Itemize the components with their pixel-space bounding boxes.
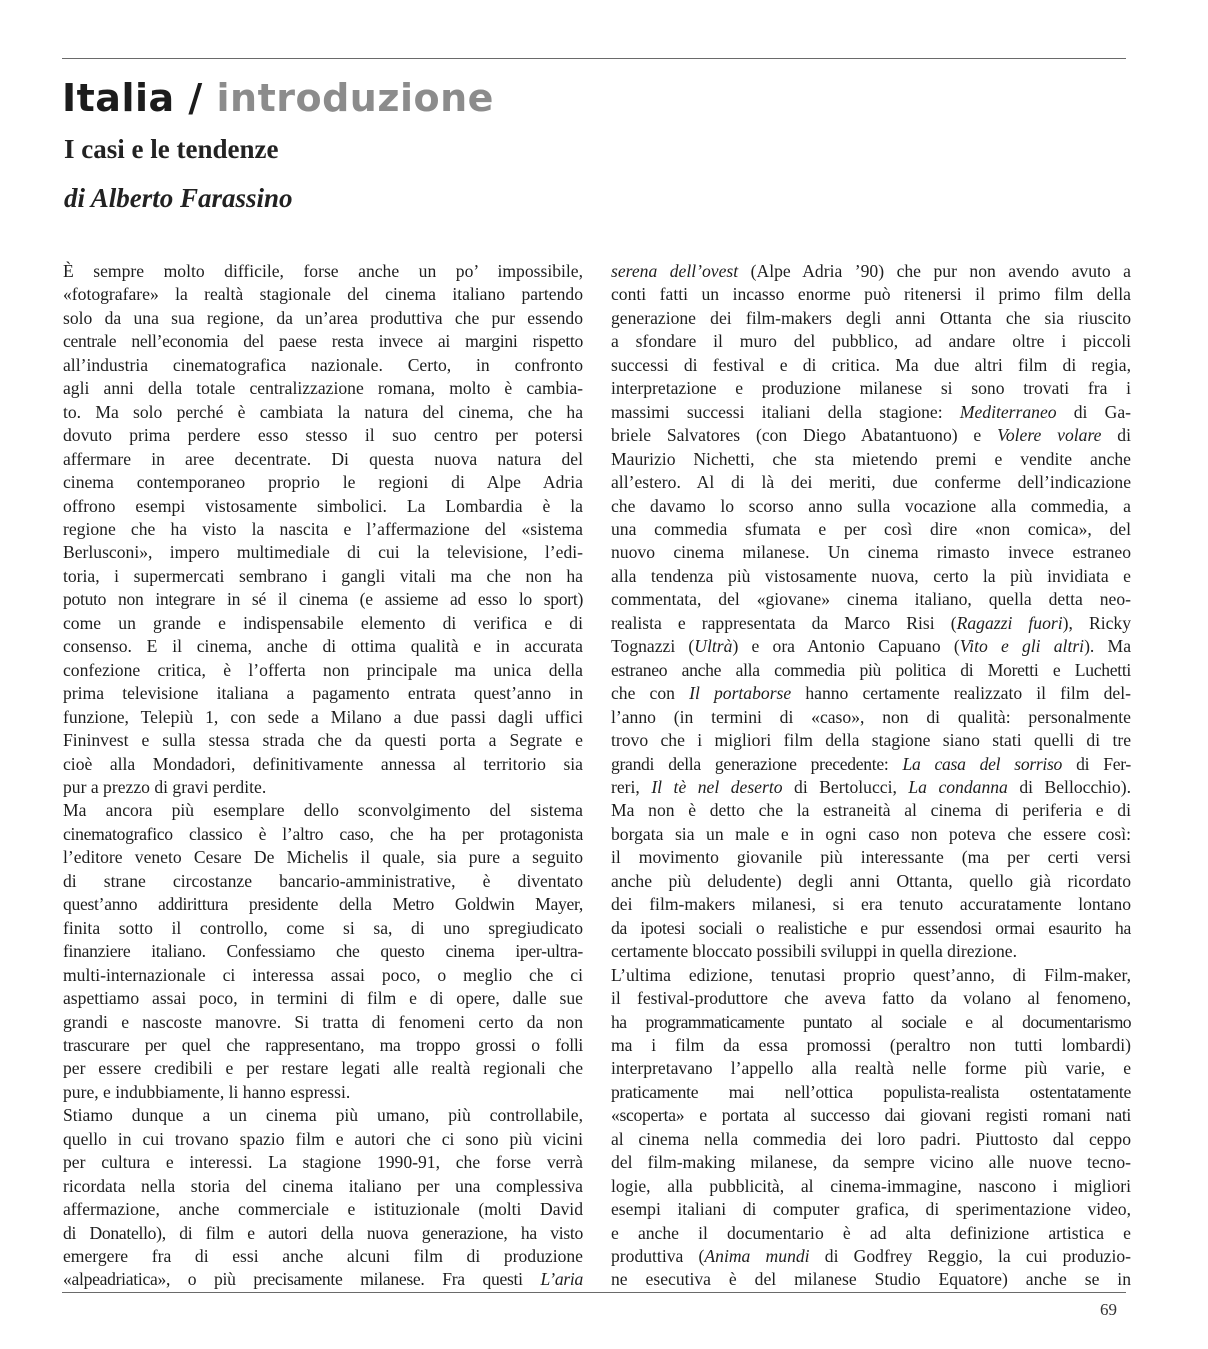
text-line: ricordata nella storia del cinema italiano per una complessiva xyxy=(63,1175,583,1196)
text-line: per cultura e interessi. La stagione 1990-91, che forse verrà xyxy=(63,1152,583,1173)
film-title: Il tè nel deserto xyxy=(651,776,783,797)
text-segment: di Fer- xyxy=(1062,753,1131,774)
text-segment: di Bellocchio). xyxy=(1007,776,1131,797)
text-segment: produttiva ( xyxy=(611,1246,705,1267)
film-title: Anima mundi xyxy=(704,1246,810,1267)
text-line: cinematografico classico è l’altro caso, che ha per protagonista xyxy=(63,823,583,844)
text-line: trovo che i migliori film della stagione siano stati quelli di tre xyxy=(611,730,1131,751)
paragraph xyxy=(63,260,583,799)
text-line: del film-making milanese, da sempre vicino alle nuove tecno- xyxy=(611,1152,1131,1173)
text-line xyxy=(611,260,1131,283)
text-line xyxy=(611,635,1131,658)
title-country: Italia xyxy=(62,76,175,120)
film-title: serena dell’ovest xyxy=(611,261,739,281)
text-line: confezione critica, è l’offerta non principale ma unica della xyxy=(63,659,583,680)
text-line: e anche il documentario è ad alta definizione artistica e xyxy=(611,1222,1131,1243)
text-line xyxy=(611,682,1131,705)
text-segment: che con xyxy=(611,683,690,704)
text-line: ma i film da essa promossi (peraltro non tutti lombardi) xyxy=(611,1034,1131,1055)
text-line: quello in cui trovano spazio film e autori che ci sono più vicini xyxy=(63,1128,583,1149)
text-line: all’industria cinematografica nazionale. Certo, in confronto xyxy=(63,354,583,375)
text-line: Ma ancora più esemplare dello sconvolgimento del sistema xyxy=(63,800,583,821)
text-line: dovuto prima perdere esso stesso il suo centro per potersi xyxy=(63,425,583,446)
text-line: cioè alla Mondadori, definitivamente annessa al territorio sia xyxy=(63,753,583,774)
paragraph xyxy=(63,799,583,1104)
paragraph xyxy=(611,964,1131,1292)
article-subtitle: I casi e le tendenze xyxy=(64,134,279,164)
text-line: una commedia sfumata e per così dire «non comica», del xyxy=(611,518,1131,539)
text-line: come un grande e indispensabile elemento di verifica e di xyxy=(63,612,583,633)
text-line: di strane circostanze bancario-amministrative, è diventato xyxy=(63,870,583,891)
text-line: funzione, Telepiù 1, con sede a Milano a due passi dagli uffici xyxy=(63,706,583,727)
text-line: «fotografare» la realtà stagionale del cinema italiano partendo xyxy=(63,284,583,305)
text-line: esempi italiani di computer grafica, di sperimentazione video, xyxy=(611,1199,1131,1220)
text-line: l’anno (in termini di «caso», non di qualità: personalmente xyxy=(611,706,1131,727)
text-line: aspettiamo assai poco, in termini di film e di opere, dalle sue xyxy=(63,988,583,1009)
text-line: Stiamo dunque a un cinema più umano, più controllabile, xyxy=(63,1105,583,1126)
text-line: certamente bloccato possibili sviluppi in quella direzione. xyxy=(611,941,1018,962)
text-line: Ma non è detto che la estraneità al cinema di periferia e di xyxy=(611,800,1131,821)
text-segment: ). Ma xyxy=(1084,636,1131,657)
bottom-rule xyxy=(62,1292,1126,1293)
text-line: regione che ha visto la nascita e l’affermazione del «sistema xyxy=(63,518,583,539)
text-line: multi-internazionale ci interessa assai poco, o meglio che ci xyxy=(63,964,583,985)
text-line: praticamente mai nell’ottica populista-realista ostentatamente xyxy=(611,1081,1131,1102)
text-line: logie, alla pubblicità, al cinema-immagine, nascono i migliori xyxy=(611,1175,1131,1196)
text-segment: ), Ricky xyxy=(1062,612,1132,633)
text-line: affermazione, anche commerciale e istituzionale (molti David xyxy=(63,1199,583,1220)
text-segment: reri, xyxy=(611,776,652,797)
text-segment: «alpeadriatica», o più precisamente milanese. Fra questi xyxy=(63,1269,541,1290)
text-line: toria, i supermercati sembrano i gangli vitali ma che non ha xyxy=(63,565,583,586)
text-line: al cinema nella commedia dei loro padri. Piuttosto dal ceppo xyxy=(611,1128,1131,1149)
text-segment: Tognazzi ( xyxy=(611,636,695,657)
text-line: Fininvest e sulla stessa strada che da questi porta a Segrate e xyxy=(63,730,583,751)
text-line: che davamo lo scorso anno sulla vocazione alla commedia, a xyxy=(611,495,1131,516)
page-number: 69 xyxy=(1100,1300,1117,1319)
text-line: trascurare per quel che rappresentano, ma troppo grossi o folli xyxy=(63,1034,583,1055)
text-line: successi di festival e di critica. Ma due altri film di regia, xyxy=(611,354,1131,375)
text-line: l’editore veneto Cesare De Michelis il quale, sia pure a seguito xyxy=(63,847,583,868)
body-column-right xyxy=(611,260,1131,1292)
text-line xyxy=(611,753,1131,776)
text-line: grandi e nascoste manovre. Si tratta di fenomeni certo da non xyxy=(63,1011,583,1032)
film-title: La condanna xyxy=(908,776,1008,797)
text-line: Maurizio Nichetti, che sta mietendo premi e vendite anche xyxy=(611,448,1131,469)
top-rule xyxy=(62,58,1126,59)
text-line: potuto non integrare in sé il cinema (e assieme ad esso lo sport) xyxy=(63,589,583,610)
film-title: Il portaborse xyxy=(689,683,792,704)
paragraph xyxy=(63,1104,583,1292)
text-line: anche più deludente) degli anni Ottanta, quello già ricordato xyxy=(611,870,1131,891)
text-line: affermare in aree decentrate. Di questa nuova natura del xyxy=(63,448,583,469)
text-line: offrono esempi vistosamente simbolici. La Lombardia è la xyxy=(63,495,583,516)
text-segment: ) e ora Antonio Capuano ( xyxy=(732,636,960,657)
text-segment: grandi della generazione precedente: xyxy=(611,753,903,774)
text-segment: di Bertolucci, xyxy=(782,776,909,797)
text-line: il movimento giovanile più interessante (ma per certi versi xyxy=(611,847,1131,868)
film-title: La casa del sorriso xyxy=(902,753,1063,774)
text-line: il festival-produttore che aveva fatto da volano al fenomeno, xyxy=(611,988,1131,1009)
text-line: da ipotesi sociali o realistiche e pur essendosi ormai esaurito ha xyxy=(611,917,1131,938)
text-segment: massimi successi italiani della stagione: xyxy=(611,401,960,422)
text-line: interpretavano l’appello alla realtà nelle forme più varie, e xyxy=(611,1058,1131,1079)
text-line: alla tendenza più vistosamente nuova, certo la più invidiata e xyxy=(611,565,1131,586)
text-line: per essere credibili e per restare legati alle realtà regionali che xyxy=(63,1058,583,1079)
text-line xyxy=(63,1268,583,1291)
text-line: L’ultima edizione, tenutasi proprio quest’anno, di Film-maker, xyxy=(611,964,1131,985)
film-title: Vito e gli altri xyxy=(959,636,1085,657)
text-segment: di xyxy=(1101,425,1131,446)
text-line: dei film-makers milanesi, si era tenuto accuratamente lontano xyxy=(611,894,1131,915)
text-line: ne esecutiva è del milanese Studio Equatore) anche se in xyxy=(611,1269,1131,1290)
text-line: finita sotto il controllo, come si sa, di uno spregiudicato xyxy=(63,917,583,938)
title-section: introduzione xyxy=(216,76,494,120)
text-line: È sempre molto difficile, forse anche un po’ impossibile, xyxy=(63,261,583,281)
text-segment: di Ga- xyxy=(1056,401,1131,422)
text-segment: hanno certamente realizzato il film del- xyxy=(791,683,1131,704)
text-line: quest’anno addirittura presidente della Metro Goldwin Mayer, xyxy=(63,894,583,915)
film-title: Mediterraneo xyxy=(959,401,1057,422)
text-line: prima televisione italiana a pagamento entrata quest’anno in xyxy=(63,683,583,704)
text-line xyxy=(611,1245,1131,1268)
text-line: ha programmaticamente puntato al sociale e al documentarismo xyxy=(611,1011,1131,1032)
text-line: all’estero. Al di là dei meriti, due conferme dell’indicazione xyxy=(611,472,1131,493)
text-line: nuovo cinema milanese. Un cinema rimasto invece estraneo xyxy=(611,542,1131,563)
paragraph xyxy=(611,260,1131,964)
text-line xyxy=(611,401,1131,424)
text-line: generazione dei film-makers degli anni Ottanta che sia riuscito xyxy=(611,307,1131,328)
text-segment: realista e rappresentata da Marco Risi ( xyxy=(611,612,957,633)
film-title: Ragazzi fuori xyxy=(956,612,1063,633)
text-line: estraneo anche alla commedia più politica di Moretti e Luchetti xyxy=(611,659,1131,680)
text-line: finanziere italiano. Confessiamo che questo cinema iper-ultra- xyxy=(63,941,583,962)
text-line: borgata sia un male e in ogni caso non poteva che essere così: xyxy=(611,823,1131,844)
text-line: conti fatti un incasso enorme può ritenersi il primo film della xyxy=(611,284,1131,305)
text-line xyxy=(611,612,1131,635)
body-column-left xyxy=(63,260,583,1292)
film-title: Volere volare xyxy=(997,425,1102,446)
film-title: Ultrà xyxy=(694,636,733,657)
film-title: L’aria xyxy=(540,1269,583,1290)
text-line: commentata, del «giovane» cinema italiano, quella detta neo- xyxy=(611,589,1131,610)
text-line: centrale nell’economia del paese resta invece ai margini rispetto xyxy=(63,331,583,352)
text-line: pure, e indubbiamente, li hanno espressi. xyxy=(63,1081,351,1102)
text-line xyxy=(611,424,1131,447)
text-line: to. Ma solo perché è cambiata la natura del cinema, che ha xyxy=(63,401,583,422)
title-separator: / xyxy=(174,76,217,120)
text-line: agli anni della totale centralizzazione romana, molto è cambia- xyxy=(63,378,583,399)
text-line: consenso. E il cinema, anche di ottima qualità e in accurata xyxy=(63,636,583,657)
text-segment: briele Salvatores (con Diego Abatantuono) e xyxy=(611,425,998,446)
text-line: cinema contemporaneo proprio le regioni di Alpe Adria xyxy=(63,472,583,493)
text-line: interpretazione e produzione milanese si sono trovati fra i xyxy=(611,378,1131,399)
text-segment: di Godfrey Reggio, la cui produzio- xyxy=(809,1246,1131,1267)
text-line: pur a prezzo di gravi perdite. xyxy=(63,776,267,797)
text-line: «scoperta» e portata al successo dai giovani registi romani nati xyxy=(611,1105,1131,1126)
text-line: a sfondare il muro del pubblico, ad andare oltre i piccoli xyxy=(611,331,1131,352)
text-line: di Donatello), di film e autori della nuova generazione, ha visto xyxy=(63,1222,583,1243)
text-segment: (Alpe Adria ’90) che pur non avendo avuto a xyxy=(738,261,1131,281)
text-line xyxy=(611,776,1131,799)
text-line: Berlusconi», impero multimediale di cui la televisione, l’edi- xyxy=(63,542,583,563)
article-title xyxy=(62,72,494,124)
text-line: solo da una sua regione, da un’area produttiva che pur essendo xyxy=(63,307,583,328)
text-line: emergere fra di essi anche alcuni film di produzione xyxy=(63,1246,583,1267)
article-author: di Alberto Farassino xyxy=(64,183,293,213)
